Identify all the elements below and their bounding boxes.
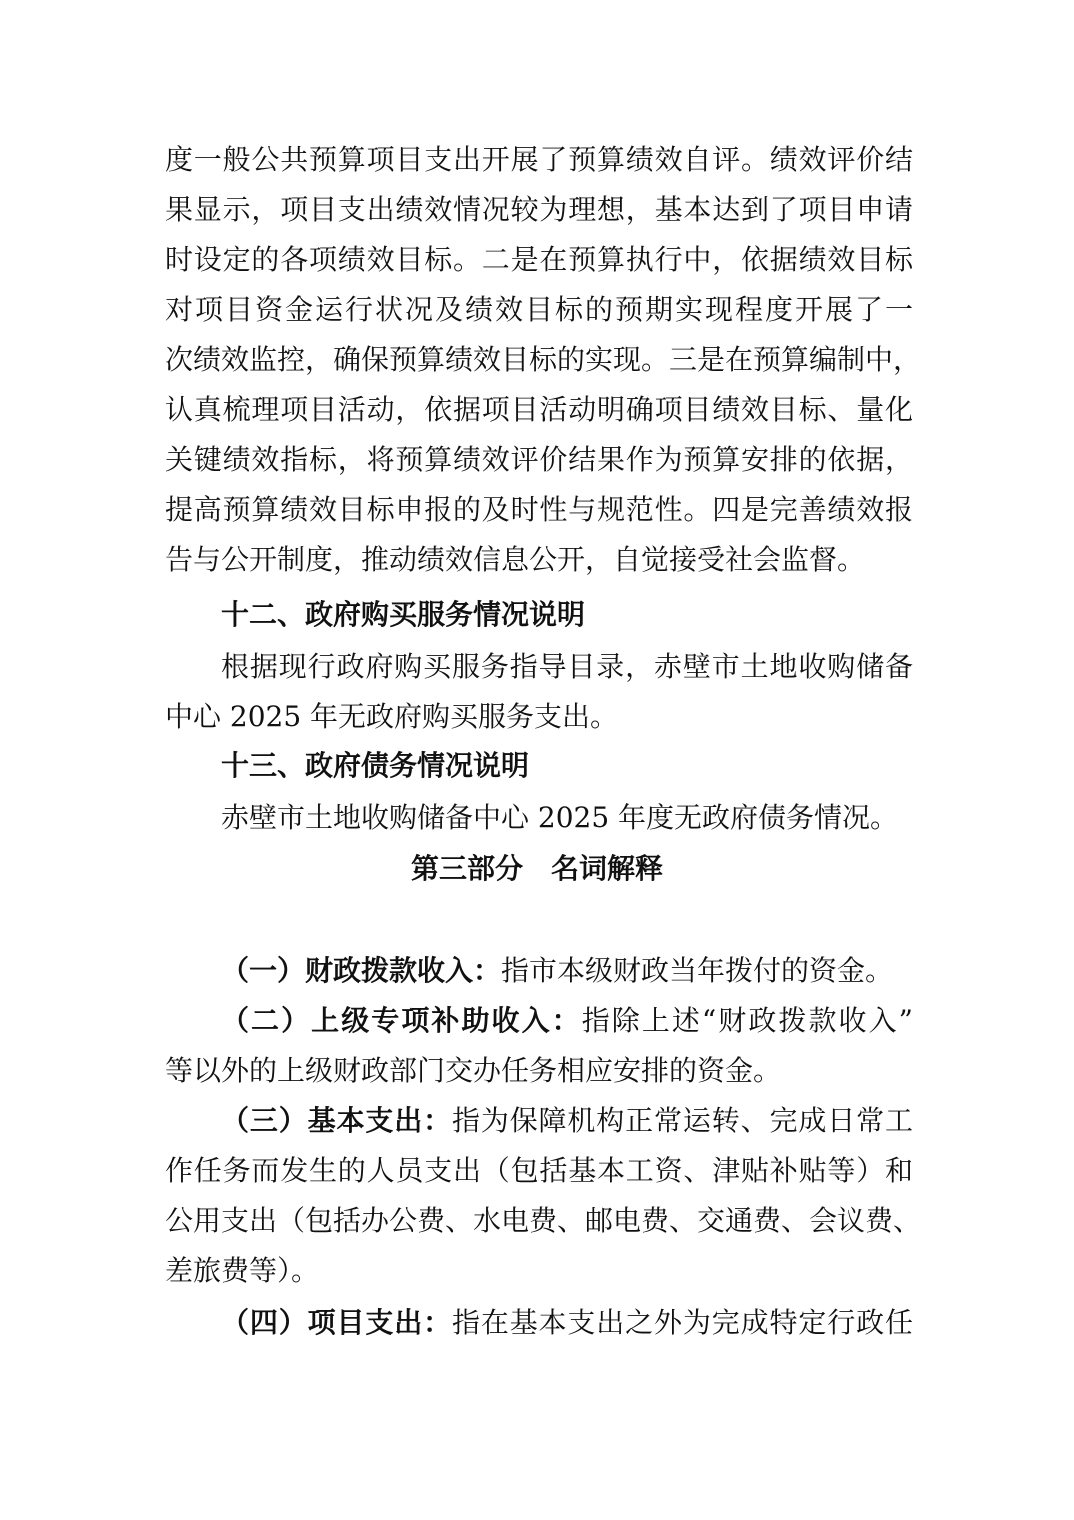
intro-line-1: 度一般公共预算项目支出开展了预算绩效自评。绩效评价结 [165,143,913,176]
term-2-line-2: 等以外的上级财政部门交办任务相应安排的资金。 [165,1054,782,1087]
term-1-definition: 指市本级财政当年拨付的资金。 [501,954,894,987]
term-4-line-1 [221,1305,913,1341]
intro-line-2: 果显示，项目支出绩效情况较为理想，基本达到了项目申请 [165,193,913,226]
term-3-label: （三）基本支出： [221,1104,452,1137]
intro-line-5: 次绩效监控，确保预算绩效目标的实现。三是在预算编制中， [165,343,922,376]
intro-line-3: 时设定的各项绩效目标。二是在预算执行中，依据绩效目标 [165,243,913,276]
section-12-line-2: 中心 2025 年无政府购买服务支出。 [165,700,619,733]
intro-line-6: 认真梳理项目活动，依据项目活动明确项目绩效目标、量化 [165,393,913,426]
intro-line-7: 关键绩效指标，将预算绩效评价结果作为预算安排的依据， [165,443,913,476]
term-2-label: （二）上级专项补助收入： [221,1004,582,1037]
term-3-definition: 指为保障机构正常运转、完成日常工 [451,1104,913,1137]
section-12-line-1: 根据现行政府购买服务指导目录，赤壁市土地收购储备 [221,650,913,683]
term-1-label: （一）财政拨款收入： [221,954,502,987]
term-4-label: （四）项目支出： [221,1306,452,1339]
section-12-heading: 十二、政府购买服务情况说明 [221,598,586,631]
term-2-line-1 [221,1003,913,1039]
section-13-line-1: 赤壁市土地收购储备中心 2025 年度无政府债务情况。 [221,801,899,834]
term-3-line-3: 公用支出（包括办公费、水电费、邮电费、交通费、会议费、 [165,1204,922,1237]
term-4-definition: 指在基本支出之外为完成特定行政任 [451,1306,913,1339]
term-2-definition: 指除上述“财政拨款收入” [581,1004,913,1037]
term-3-line-1 [221,1103,913,1139]
part-3-title: 第三部分 名词解释 [410,852,663,885]
section-13-heading: 十三、政府债务情况说明 [221,749,530,782]
term-3-line-2: 作任务而发生的人员支出（包括基本工资、津贴补贴等）和 [165,1154,913,1187]
term-3-line-4: 差旅费等）。 [165,1254,320,1287]
term-1-line-1 [221,953,913,989]
intro-line-4: 对项目资金运行状况及绩效目标的预期实现程度开展了一 [165,293,913,326]
intro-line-9: 告与公开制度，推动绩效信息公开，自觉接受社会监督。 [165,543,866,576]
intro-line-8: 提高预算绩效目标申报的及时性与规范性。四是完善绩效报 [165,493,913,526]
